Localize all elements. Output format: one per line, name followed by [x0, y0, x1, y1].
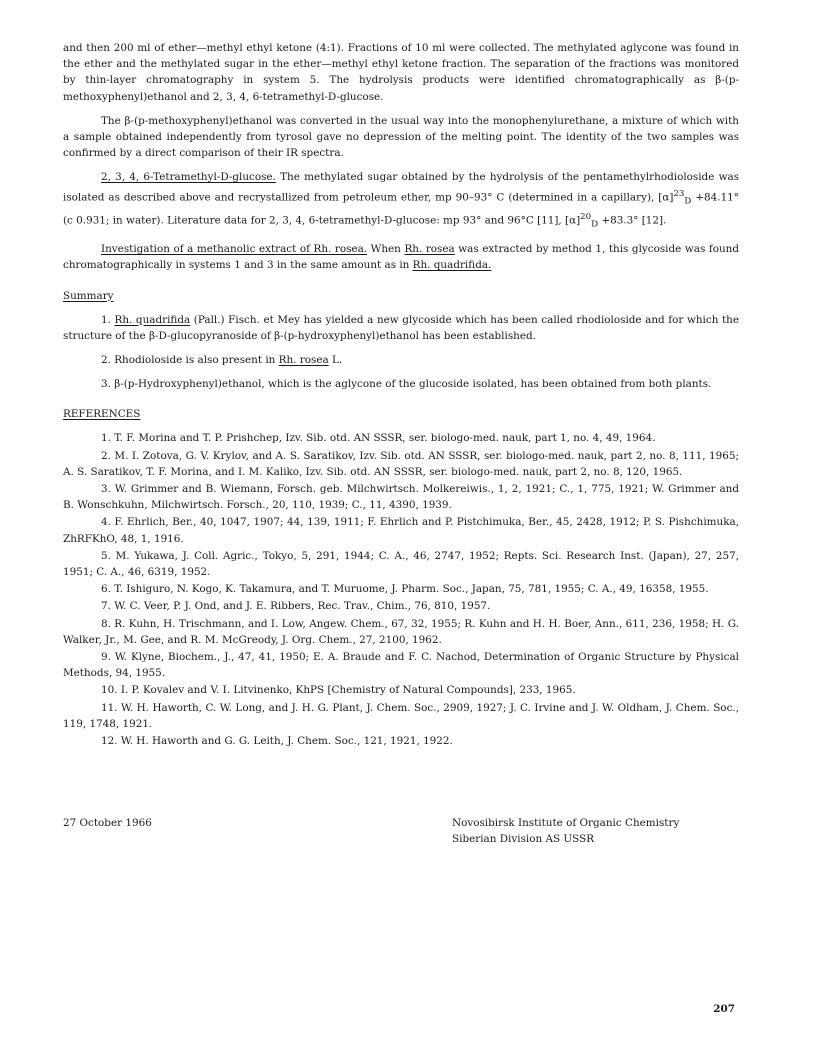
text-segment: The methylated sugar obtained by the hydrolysis of the pentamethylrhodioloside was isolated as described above and recrystallized from petroleum ether, mp 90–93° C (determined in a capillary), [α]: [63, 171, 739, 204]
paragraph-separation: and then 200 ml of ether—methyl ethyl ketone (4:1). Fractions of 10 ml were collected. The methylated aglycone was found in the ether and the methylated sugar in the ether—methyl ethyl ketone fraction. The separation of the fractions was monitored by thin-layer chromatography in system 5. The hydrolysis products were identified chromatographically as β-(p-methoxyphenyl)ethanol and 2, 3, 4, 6-tetramethyl-D-glucose.: [63, 42, 739, 103]
institute-division: Siberian Division AS USSR: [452, 833, 595, 845]
reference-item: 8. R. Kuhn, H. Trischmann, and I. Low, Angew. Chem., 67, 32, 1955; R. Kuhn and H. H. Boer, Ann., 611, 236, 1958; H. G. Walker, Jr., M. Gee, and R. M. McGreody, J. Org. Chem., 27, 2100, 1962.: [63, 617, 739, 646]
reference-item: 6. T. Ishiguro, N. Kogo, K. Takamura, and T. Muruome, J. Pharm. Soc., Japan, 75, 781, 1955; C. A., 49, 16358, 1955.: [101, 583, 709, 596]
paragraph-urethane: The β-(p-methoxyphenyl)ethanol was converted in the usual way into the monophenylurethane, a mixture of which with a sample obtained independently from tyrosol gave no depression of the melting point. The identity of the two samples was confirmed by a direct comparison of their IR spectra.: [63, 114, 739, 160]
text-segment: When: [367, 243, 405, 256]
species-name: Rh. rosea: [404, 243, 455, 256]
superscript: 20: [580, 212, 592, 223]
text-segment: (Pall.) Fisch. et Mey has yielded a new glycoside which has been called rhodioloside and for which the structure of the β-D-glucopyranoside of β-(p-hydroxyphenyl)ethanol has been established.: [63, 313, 740, 342]
references-heading: REFERENCES: [63, 408, 141, 421]
summary-item-2: [63, 352, 739, 368]
summary-item-1: [63, 312, 739, 344]
subscript: D: [684, 196, 692, 207]
text-segment: 1.: [101, 313, 115, 326]
text-segment: +84.11° (c 0.931; in water). Literature data for 2, 3, 4, 6-tetramethyl-D-glucose: mp 93° and 96°C [11], [α]: [63, 191, 739, 227]
paragraph-tetramethyl-glucose: [63, 169, 739, 233]
text-segment: +83.3° [12].: [598, 214, 667, 227]
reference-item: 7. W. C. Veer, P. J. Ond, and J. E. Ribbers, Rec. Trav., Chim., 76, 810, 1957.: [101, 600, 491, 613]
reference-item: 11. W. H. Haworth, C. W. Long, and J. H. G. Plant, J. Chem. Soc., 2909, 1927; J. C. Irvine and J. W. Oldham, J. Chem. Soc., 119, 1748, 1921.: [63, 701, 739, 730]
reference-item: 10. I. P. Kovalev and V. I. Litvinenko, KhPS [Chemistry of Natural Compounds], 233, 1965.: [101, 684, 576, 697]
received-date: 27 October 1966: [63, 817, 152, 829]
text-segment: 2. Rhodioloside is also present in: [101, 353, 279, 366]
reference-item: 2. M. I. Zotova, G. V. Krylov, and A. S. Saratikov, Izv. Sib. otd. AN SSSR, ser. biologo-med. nauk, part 2, no. 8, 111, 1965; A. S. Saratikov, T. F. Morina, and I. M. Kaliko, Izv. Sib. otd. AN SSSR, ser. biologo-med. nauk, part 2, no. 8, 120, 1965.: [63, 449, 739, 478]
reference-item: 3. W. Grimmer and B. Wiemann, Forsch. geb. Milchwirtsch. Molkereiwis., 1, 2, 1921; C., 1, 775, 1921; W. Grimmer and B. Wonschkuhn, Milchwirtsch. Forsch., 20, 110, 1939; C., 11, 4390, 1939.: [63, 482, 739, 512]
institute-affiliation: [452, 815, 679, 847]
references-list: [63, 430, 739, 749]
text-segment: was extracted by method 1, this glycoside was found chromatographically in systems 1 and 3 in the same amount as in: [63, 243, 739, 272]
species-name: Rh. rosea: [278, 353, 329, 366]
reference-item: 1. T. F. Morina and T. P. Prishchep, Izv. Sib. otd. AN SSSR, ser. biologo-med. nauk, part 1, no. 4, 49, 1964.: [101, 432, 656, 445]
text-segment: L.: [328, 353, 343, 366]
superscript: 23: [673, 188, 685, 199]
subscript: D: [591, 219, 599, 230]
reference-item: 5. M. Yukawa, J. Coll. Agric., Tokyo, 5, 291, 1944; C. A., 46, 2747, 1952; Repts. Sci. Research Inst. (Japan), 27, 257, 1951; C. A., 46, 6319, 1952.: [63, 549, 739, 578]
institute-name: Novosibirsk Institute of Organic Chemistry: [452, 817, 680, 829]
species-name: Rh. quadrifida: [114, 313, 191, 326]
summary-heading: Summary: [63, 289, 114, 302]
reference-item: 12. W. H. Haworth and G. G. Leith, J. Chem. Soc., 121, 1921, 1922.: [101, 735, 453, 747]
species-name: Rh. quadrifida.: [412, 259, 492, 272]
reference-item: 4. F. Ehrlich, Ber., 40, 1047, 1907; 44, 139, 1911; F. Ehrlich and P. Pistchimuka, Ber., 45, 2428, 1912; P. S. Pishchimuka, ZhRFKhO, 48, 1, 1916.: [63, 516, 739, 545]
section-heading-tetramethyl-glucose: 2, 3, 4, 6-Tetramethyl-D-glucose.: [101, 171, 276, 184]
summary-item-3: 3. β-(p-Hydroxyphenyl)ethanol, which is the aglycone of the glucoside isolated, has been obtained from both plants.: [101, 378, 712, 391]
article-body: [63, 40, 739, 749]
paragraph-methanolic-extract: [63, 241, 739, 273]
page-number: 207: [713, 1003, 735, 1015]
reference-item: 9. W. Klyne, Biochem., J., 47, 41, 1950; E. A. Braude and F. C. Nachod, Determination of Organic Structure by Physical Methods, 94, 1955.: [63, 650, 739, 680]
section-heading-methanolic-extract: Investigation of a methanolic extract of Rh. rosea.: [101, 243, 368, 256]
